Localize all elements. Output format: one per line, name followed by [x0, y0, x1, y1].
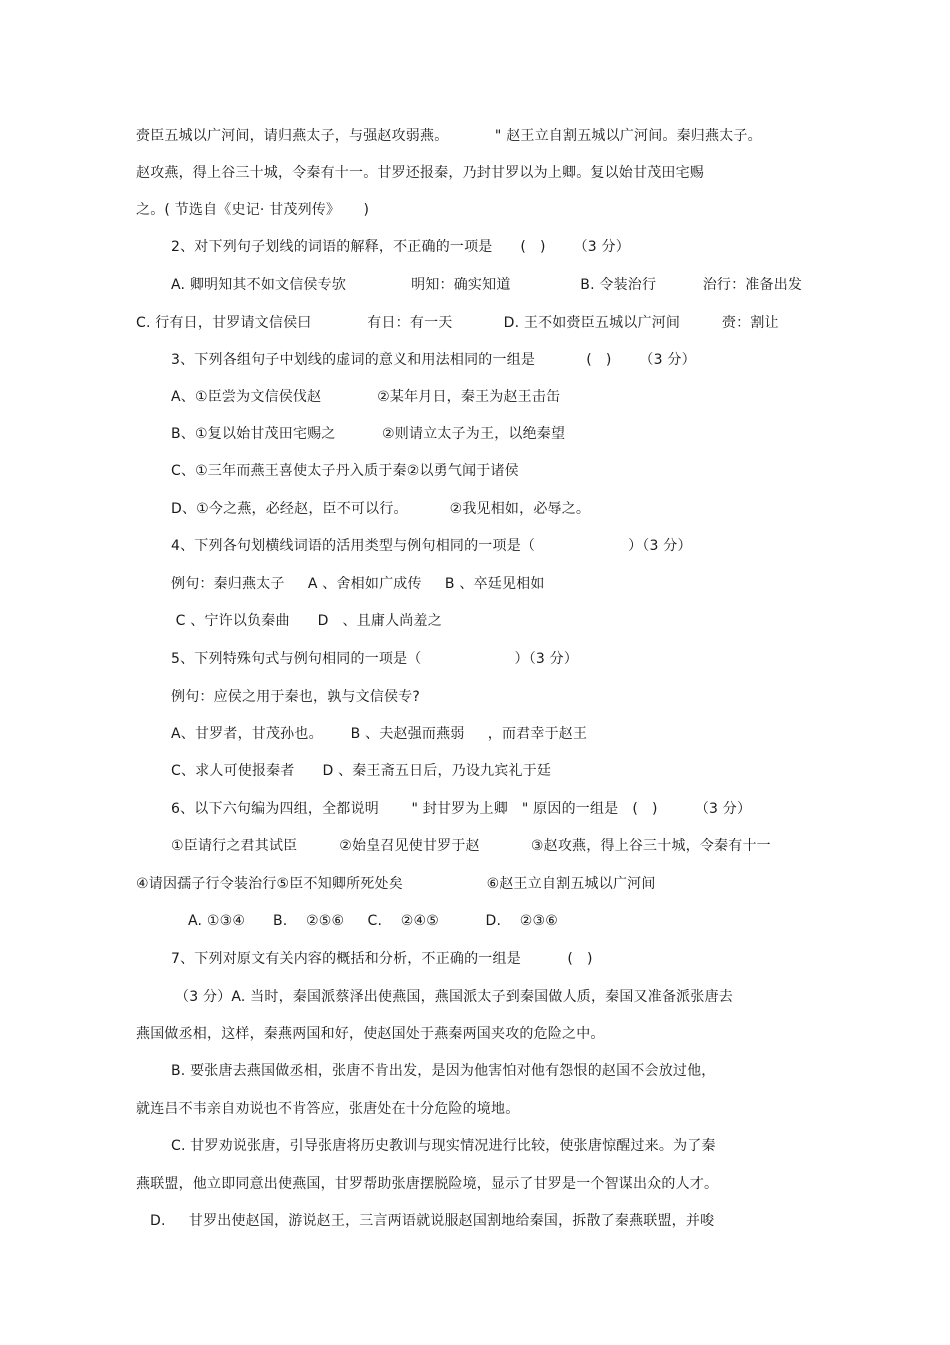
question-5-stem: 5、下列特殊句式与例句相同的一项是（ ）（3 分） [171, 651, 579, 667]
question-2-stem: 2、对下列句子划线的词语的解释，不正确的一项是 ( ) （3 分） [171, 239, 630, 255]
question-7-option-d-1: D. 甘罗出使赵国，游说赵王，三言两语就说服赵国割地给秦国，拆散了秦燕联盟，并唆 [150, 1213, 715, 1229]
question-3-option-d: D、①今之燕，必经赵，臣不可以行。 ②我见相如，必辱之。 [171, 501, 591, 517]
question-7-option-b-1: B. 要张唐去燕国做丞相，张唐不肯出发，是因为他害怕对他有怨恨的赵国不会放过他， [171, 1063, 716, 1079]
question-4-options-cd: C 、宁许以负秦曲 D 、且庸人尚羞之 [171, 613, 442, 629]
question-6-stem: 6、以下六句编为四组，全都说明 " 封甘罗为上卿 " 原因的一组是 ( ) （3 分） [171, 801, 752, 817]
question-6-sentences-1: ①臣请行之君其试臣 ②始皇召见使甘罗于赵 ③赵攻燕，得上谷三十城，令秦有十一 [171, 838, 771, 854]
question-7-option-c-1: C. 甘罗劝说张唐，引导张唐将历史教训与现实情况进行比较，使张唐惊醒过来。为了秦 [171, 1138, 716, 1154]
question-5-example: 例句：应侯之用于秦也，孰与文信侯专? [171, 689, 421, 705]
question-3-option-a: A、①臣尝为文信侯伐赵 ②某年月日，秦王为赵王击缶 [171, 389, 561, 405]
question-3-option-c: C、①三年而燕王喜使太子丹入质于秦②以勇气闻于诸侯 [171, 463, 519, 479]
question-2-options-cd: C. 行有日，甘罗请文信侯曰 有日：有一天 D. 王不如赍臣五城以广河间 赍：割让 [136, 315, 779, 331]
question-7-stem: 7、下列对原文有关内容的概括和分析，不正确的一组是 ( ) [171, 951, 593, 967]
question-6-options: A. ①③④ B. ②⑤⑥ C. ②④⑤ D. ②③⑥ [188, 913, 559, 929]
question-7-option-a-1: （3 分）A. 当时，秦国派蔡泽出使燕国，燕国派太子到秦国做人质，秦国又准备派张唐去 [175, 989, 733, 1005]
question-7-option-a-2: 燕国做丞相，这样，秦燕两国和好，使赵国处于燕秦两国夹攻的危险之中。 [136, 1026, 605, 1042]
text-line-1: 赍臣五城以广河间，请归燕太子，与强赵攻弱燕。 " 赵王立自割五城以广河间。秦归燕太子。 [136, 128, 762, 144]
question-6-sentences-2: ④请因孺子行令装治行⑤臣不知卿所死处矣 ⑥赵王立自割五城以广河间 [136, 876, 656, 892]
question-2-options-ab: A. 卿明知其不如文信侯专欤 明知：确实知道 B. 令装治行 治行：准备出发 [171, 277, 803, 293]
question-7-option-c-2: 燕联盟，他立即同意出使燕国，甘罗帮助张唐摆脱险境，显示了甘罗是一个智谋出众的人才。 [136, 1176, 719, 1192]
question-7-option-b-2: 就连吕不韦亲自劝说也不肯答应，张唐处在十分危险的境地。 [136, 1101, 520, 1117]
question-3-option-b: B、①复以始甘茂田宅赐之 ②则请立太子为王，以绝秦望 [171, 426, 566, 442]
question-5-options-ab: A、甘罗者，甘茂孙也。 B 、夫赵强而燕弱 ，而君幸于赵王 [171, 726, 588, 742]
text-line-2: 赵攻燕，得上谷三十城，令秦有十一。甘罗还报秦，乃封甘罗以为上卿。复以始甘茂田宅赐 [136, 165, 704, 181]
text-line-3: 之。( 节选自《史记· 甘茂列传》 ) [136, 202, 370, 218]
question-5-options-cd: C、求人可使报秦者 D 、秦王斋五日后，乃设九宾礼于廷 [171, 763, 552, 779]
question-4-stem: 4、下列各句划横线词语的活用类型与例句相同的一项是（ ）（3 分） [171, 538, 692, 554]
question-3-stem: 3、下列各组句子中划线的虚词的意义和用法相同的一组是 ( ) （3 分） [171, 352, 696, 368]
question-4-options-ab: 例句：秦归燕太子 A 、舍相如广成传 B 、卒廷见相如 [171, 576, 545, 592]
